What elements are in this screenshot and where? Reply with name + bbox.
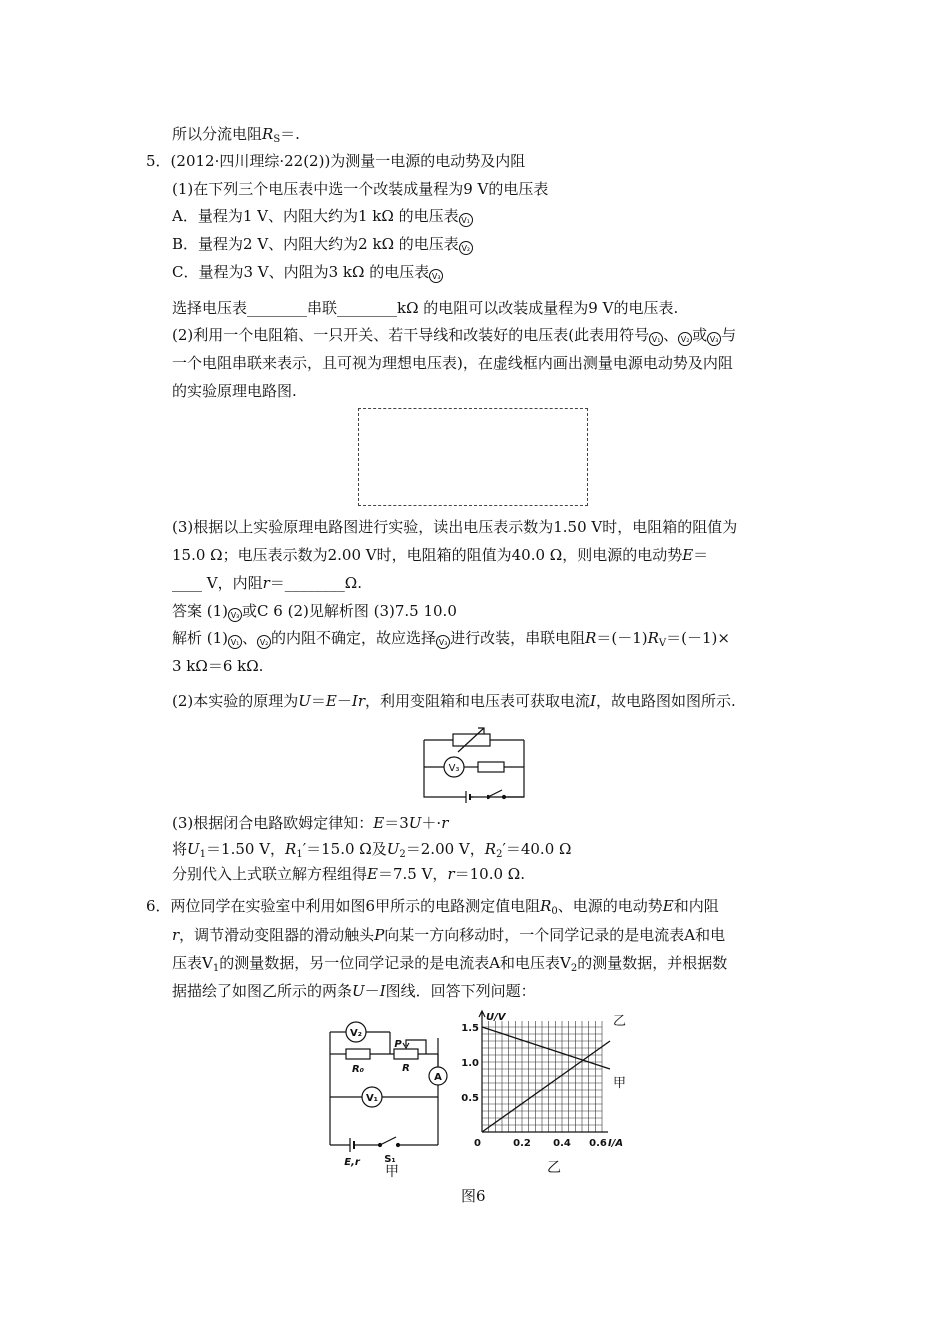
text: 图线．回答下列问题： [385, 982, 536, 1000]
circuit-diagram-jia [318, 1018, 456, 1178]
ui-graph-yi [460, 1006, 630, 1178]
text: 两位同学在实验室中利用如图6甲所示的电路测定值电阻 [170, 897, 541, 915]
text: ＋· [421, 814, 442, 832]
voltmeter-v3-icon: V₃ [429, 269, 443, 283]
text: 15.0 Ω；电压表示数为2.00 V时，电阻箱的阻值为40.0 Ω，则电源的电动势 [172, 546, 683, 564]
text: ____ V，内阻 [172, 574, 263, 592]
text-line [172, 298, 678, 318]
sub: 2 [399, 849, 406, 860]
resistor [478, 762, 504, 772]
var: U [187, 840, 200, 858]
var: R [540, 897, 552, 915]
text: ＝. [280, 125, 300, 143]
figure-label-jia: 甲 [385, 1164, 399, 1178]
voltmeter-v2-icon: V₂ [678, 332, 692, 346]
var: E [325, 692, 337, 710]
text: 答案 (1) [172, 602, 229, 620]
option-a [172, 206, 473, 227]
r-label: R [402, 1063, 410, 1074]
text: 向某一方向移动时，一个同学记录的是电流表A和电 [384, 926, 726, 944]
analysis-line [172, 628, 730, 654]
text: 将 [172, 840, 188, 858]
text-line [172, 517, 737, 537]
text: 分别代入上式联立解方程组得 [172, 865, 368, 883]
option-b [172, 234, 473, 255]
text-line [172, 179, 548, 199]
text: 进行改装，串联电阻 [450, 629, 586, 647]
var: U [408, 814, 422, 832]
var: R [585, 629, 597, 647]
text-line [172, 573, 362, 593]
text: ＝(－1) [596, 629, 648, 647]
s1-label: S₁ [384, 1154, 396, 1165]
text: 或 [692, 326, 708, 344]
voltmeter-v1-icon: V₁ [649, 332, 663, 346]
text: 一个电阻串联来表示，且可视为理想电压表)，在虚线框内画出测量电源电动势及内阻 [172, 354, 733, 372]
series-label: 甲 [613, 1076, 627, 1091]
sub: 2 [570, 963, 578, 974]
text: 和内阻 [673, 897, 719, 915]
text: ＝1.50 V， [206, 840, 286, 858]
var: R [484, 840, 497, 858]
text: ＝10.0 Ω. [454, 865, 525, 883]
sub: 0 [551, 906, 558, 917]
text: 、 [242, 629, 258, 647]
labels [461, 1012, 626, 1176]
text: 压表V [172, 954, 213, 972]
answer-line [172, 601, 457, 622]
text: ，调节滑动变阻器的滑动触头 [179, 926, 375, 944]
series [482, 1027, 610, 1132]
text: ＝ [310, 692, 326, 710]
var: P [374, 926, 385, 944]
voltmeter-label: V₃ [448, 763, 460, 774]
var: r [441, 814, 449, 832]
circuit-diagram-1 [418, 722, 533, 804]
question-5-title [146, 151, 525, 171]
er-label: E,r [344, 1157, 360, 1168]
v2-label: V₂ [349, 1028, 363, 1039]
y-axis-label: U/V [486, 1012, 506, 1023]
text: A．量程为1 V、内阻大约为1 kΩ 的电压表 [172, 207, 459, 225]
text: 3 kΩ＝6 kΩ. [172, 657, 264, 675]
text: ，利用变阻箱和电压表可获取电流 [365, 692, 591, 710]
question-number: 6． [146, 897, 171, 915]
grid [482, 1021, 602, 1132]
text: 、 [663, 326, 679, 344]
voltmeter-v3-icon: V₃ [436, 635, 450, 649]
text-line [172, 925, 725, 945]
line-yi [482, 1041, 610, 1132]
question-number: 5． [146, 152, 171, 170]
voltmeter-v1-icon: V₁ [228, 635, 242, 649]
text-line [172, 545, 708, 565]
text: 、电源的电动势 [557, 897, 663, 915]
text: C．量程为3 V、内阻为3 kΩ 的电压表 [172, 263, 430, 281]
var: E [367, 865, 378, 883]
voltmeter-v1-icon: V₁ [459, 213, 473, 227]
x-tick-label: 0.6 [589, 1138, 607, 1149]
var: R [647, 629, 659, 647]
v1-label: V₁ [365, 1093, 379, 1104]
text: － [336, 692, 352, 710]
text: 与 [721, 326, 737, 344]
text: 或C 6 (2)见解析图 (3)7.5 10.0 [242, 602, 457, 620]
text: ′＝15.0 Ω及 [302, 840, 387, 858]
text: ＝________Ω. [269, 574, 362, 592]
text: 所以分流电阻 [172, 125, 263, 143]
figure-label-yi: 乙 [547, 1160, 561, 1176]
text-line [172, 381, 297, 401]
text-line [172, 691, 736, 711]
text-line [172, 981, 536, 1001]
text: 的内阻不确定，故应选择 [271, 629, 437, 647]
x-axis-label: I/A [608, 1138, 624, 1149]
x-tick-label: 0.2 [513, 1138, 531, 1149]
var: r [172, 926, 180, 944]
var: U [298, 692, 311, 710]
resistor-r0 [346, 1049, 370, 1059]
var: U [386, 840, 400, 858]
sub: 1 [212, 963, 220, 974]
text: 据描绘了如图乙所示的两条 [172, 982, 353, 1000]
voltmeter-v3-icon: V₃ [707, 332, 721, 346]
text: (3)根据以上实验原理电路图进行实验，读出电压表示数为1.50 V时，电阻箱的阻值为 [172, 518, 738, 536]
var: E [682, 546, 694, 564]
text: － [364, 982, 380, 1000]
var: E [373, 814, 385, 832]
voltmeter-v2-icon: V₂ [257, 635, 271, 649]
switch-lever [488, 790, 502, 797]
text: 解析 (1) [172, 629, 229, 647]
text-line [172, 953, 727, 979]
answer-box-dashed [358, 408, 588, 506]
text-line [172, 864, 525, 884]
text-line [172, 813, 448, 833]
text: 的实验原理电路图. [172, 382, 297, 400]
var: Ir [351, 692, 365, 710]
text-line [172, 656, 263, 676]
text: (1)在下列三个电压表中选一个改装成量程为9 V的电压表 [172, 180, 549, 198]
var: U [352, 982, 365, 1000]
text-line [172, 839, 571, 865]
var: I [590, 692, 596, 710]
text-line [172, 124, 300, 150]
sub: 2 [496, 849, 503, 860]
voltmeter-v3-icon: V₃ [228, 608, 242, 622]
y-tick-label: 0.5 [461, 1093, 479, 1104]
var: R [285, 840, 297, 858]
caption-text: 图6 [461, 1187, 486, 1205]
text: 选择电压表________串联________kΩ 的电阻可以改装成量程为9 V的电压表. [172, 299, 679, 317]
text: ＝2.00 V， [405, 840, 485, 858]
text-line [172, 353, 733, 373]
text: ′＝40.0 Ω [502, 840, 572, 858]
text: B．量程为2 V、内阻大约为2 kΩ 的电压表 [172, 235, 459, 253]
text-line [172, 325, 736, 346]
y-tick-label: 1.5 [461, 1023, 479, 1034]
text: (2)本实验的原理为 [172, 692, 299, 710]
var: E [662, 897, 674, 915]
figure-caption [461, 1186, 486, 1206]
sub: S [273, 134, 281, 145]
r0-label: R₀ [351, 1064, 365, 1075]
a-label: A [434, 1072, 442, 1083]
voltmeter-v2-icon: V₂ [459, 241, 473, 255]
var: I [379, 982, 386, 1000]
text: ＝7.5 V， [377, 865, 448, 883]
option-c [172, 262, 443, 283]
text: 的测量数据，并根据数 [577, 954, 728, 972]
text: (2)利用一个电阻箱、一只开关、若干导线和改装好的电压表(此表用符号 [172, 326, 650, 344]
question-6-line [146, 896, 719, 922]
text: (2012·四川理综·22(2))为测量一电源的电动势及内阻 [170, 152, 526, 170]
var: R [262, 125, 274, 143]
series-label: 乙 [613, 1014, 627, 1029]
x-tick-label: 0.4 [553, 1138, 571, 1149]
text: 的测量数据，另一位同学记录的是电流表A和电压表V [219, 954, 571, 972]
text: ＝(－1)× [666, 629, 730, 647]
sub: V [658, 638, 667, 649]
text: ＝3 [384, 814, 409, 832]
text: ，故电路图如图所示. [595, 692, 736, 710]
rheostat-r [394, 1049, 418, 1059]
p-label: P [394, 1039, 402, 1050]
sub: 1 [296, 849, 303, 860]
sub: 1 [199, 849, 207, 860]
switch-contact [379, 1144, 382, 1147]
switch-lever [380, 1137, 396, 1145]
text: ＝ [693, 546, 709, 564]
y-tick-label: 1.0 [461, 1058, 479, 1069]
var: r [447, 865, 455, 883]
origin-label: 0 [474, 1138, 481, 1149]
var: r [262, 574, 270, 592]
text: (3)根据闭合电路欧姆定律知： [172, 814, 374, 832]
